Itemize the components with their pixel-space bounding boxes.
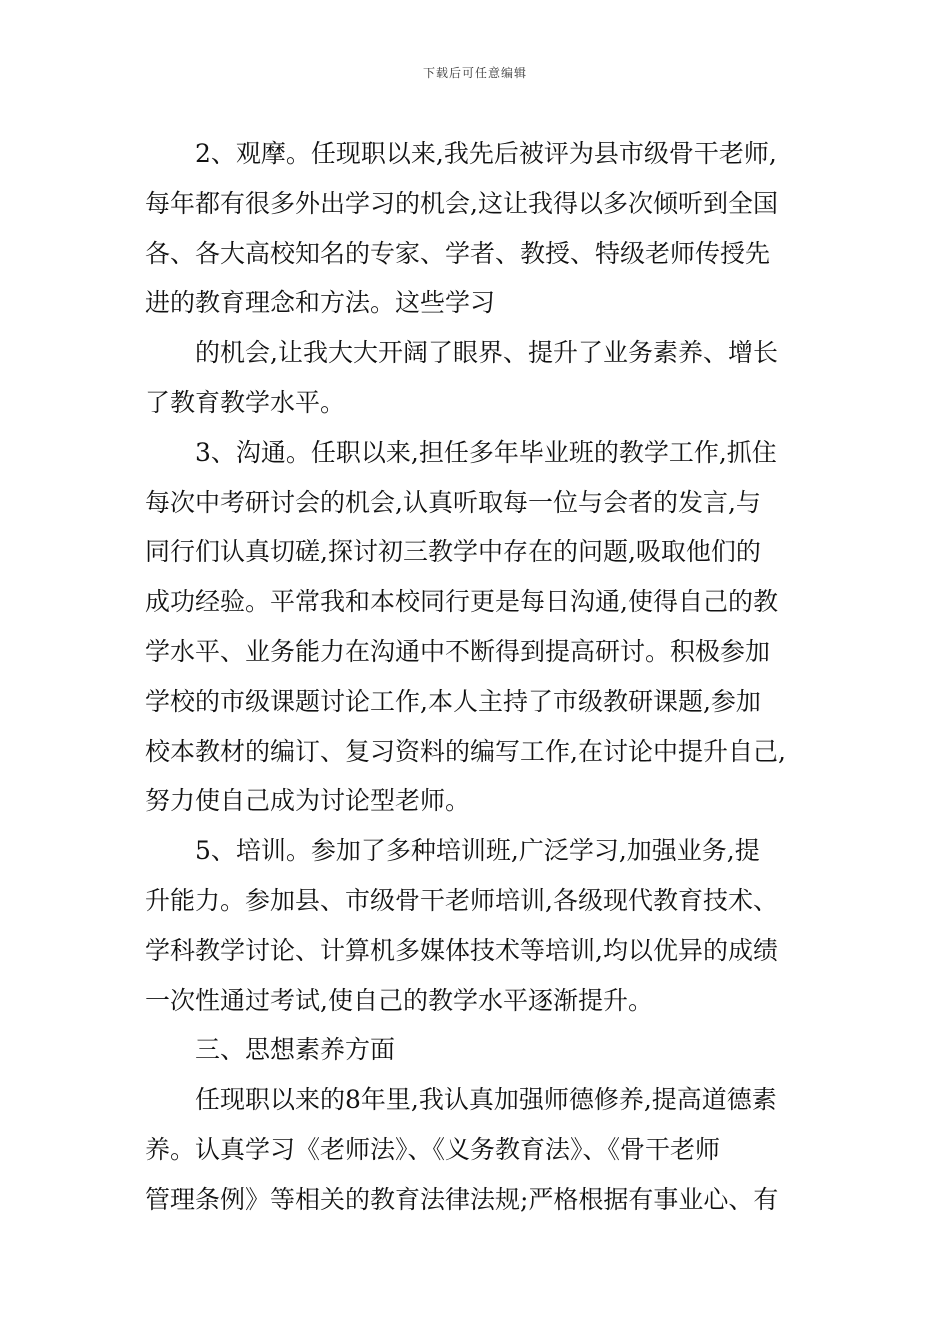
text-line: 校本教材的编订、复习资料的编写工作,在讨论中提升自己, <box>145 736 786 766</box>
text-line: 成功经验。平常我和本校同行更是每日沟通,使得自己的教 <box>145 587 778 617</box>
text-line: 学校的市级课题讨论工作,本人主持了市级教研课题,参加 <box>145 686 761 716</box>
text-line: 了教育教学水平。 <box>145 387 346 417</box>
text-line: 学科教学讨论、计算机多媒体技术等培训,均以优异的成绩 <box>145 935 778 965</box>
text-line: 努力使自己成为讨论型老师。 <box>145 786 471 816</box>
text-line: 升能力。参加县、市级骨干老师培训,各级现代教育技术、 <box>145 885 778 915</box>
text-line: 每次中考研讨会的机会,认真听取每一位与会者的发言,与 <box>145 487 761 517</box>
text-line: 3、沟通。任职以来,担任多年毕业班的教学工作,抓住 <box>195 437 777 467</box>
text-line: 5、培训。参加了多种培训班,广泛学习,加强业务,提 <box>195 836 760 866</box>
text-line: 各、各大高校知名的专家、学者、教授、特级老师传授先 <box>145 238 771 268</box>
text-line: 2、观摩。任现职以来,我先后被评为县市级骨干老师, <box>195 139 777 168</box>
page-header: 下载后可任意编辑 <box>422 66 527 80</box>
text-line: 养。认真学习《老师法》、《义务教育法》、《骨干老师 <box>145 1134 721 1164</box>
text-line: 进的教育理念和方法。这些学习 <box>145 288 496 318</box>
text-line: 同行们认真切磋,探讨初三教学中存在的问题,吸取他们的 <box>145 537 761 567</box>
text-line: 一次性通过考试,使自己的教学水平逐渐提升。 <box>145 985 653 1015</box>
text-line: 三、思想素养方面 <box>195 1035 396 1065</box>
text-line: 学水平、业务能力在沟通中不断得到提高研讨。积极参加 <box>145 636 771 666</box>
text-line: 每年都有很多外出学习的机会,这让我得以多次倾听到全国 <box>145 188 778 218</box>
text-line: 管理条例》等相关的教育法律法规;严格根据有事业心、有 <box>145 1184 779 1214</box>
document-body <box>145 129 815 1225</box>
text-line: 的机会,让我大大开阔了眼界、提升了业务素养、增长 <box>195 338 778 368</box>
text-line: 任现职以来的8年里,我认真加强师德修养,提高道德素 <box>195 1085 777 1115</box>
